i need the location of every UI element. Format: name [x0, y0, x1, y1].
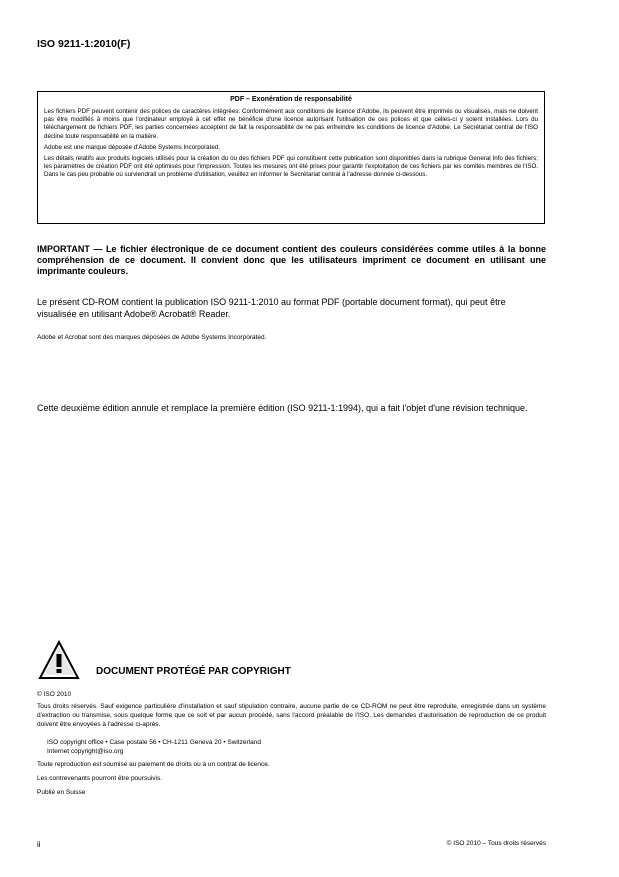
document-id: ISO 9211-1:2010(F) — [37, 38, 131, 50]
iso-address — [47, 738, 261, 756]
copyright-title: DOCUMENT PROTÉGÉ PAR COPYRIGHT — [96, 666, 291, 677]
adobe-trademark-note: Adobe et Acrobat sont des marques déposées de Adobe Systems Incorporated. — [37, 334, 267, 341]
warning-triangle-icon — [38, 640, 80, 680]
copyright-iso-year: © ISO 2010 — [37, 691, 72, 698]
important-notice: IMPORTANT — Le fichier électronique de ce document contient des couleurs considérées comme utiles à la bonne compréhension de ce document. Il convient donc que les utilisateurs impriment ce document en utilisant une imprimante couleurs. — [37, 244, 546, 276]
disclaimer-paragraph-1: Les fichiers PDF peuvent contenir des polices de caractères intégrées. Conformément aux conditions de licence d'Adobe, ils peuvent être imprimés ou visualisés, mais ne doivent pas être modifiés à moins que l'ordinateur employé à cet effet ne bénéficie d'une licence autorisant l'utilisation de ces polices et que celles-ci y soient installées. Lors du téléchargement de fichiers PDF, les parties concernées acceptent de fait la responsabilité de ne pas enfreindre les conditions de licence d'Adobe. Le Secrétariat central de l'ISO décline toute responsabilité en la matière. — [44, 108, 538, 140]
disclaimer-title: PDF – Exonération de responsabilité — [230, 96, 352, 103]
pdf-disclaimer-box — [37, 91, 545, 224]
footer-copyright: © ISO 2010 – Tous droits réservés — [446, 840, 546, 847]
disclaimer-paragraph-2: Adobe est une marque déposée d'Adobe Systems Incorporated. — [44, 143, 220, 151]
address-line-2: Internet copyright@iso.org — [47, 748, 124, 755]
published-note: Publié en Suisse — [37, 789, 86, 796]
offenders-note: Les contrevenants pourront être poursuivis. — [37, 775, 163, 782]
copyright-notes — [37, 760, 270, 802]
disclaimer-paragraph-3: Les détails relatifs aux produits logiciels utilisés pour la création du ou des fichiers PDF qui constituent cette publication sont disponibles dans la rubrique General Info des fichiers; les paramètres de création PDF ont été optimisés pour l'impression. Toutes les mesures ont été prises pour garantir l'exploitation de ces fichiers par les comités membres de l'ISO. Dans le cas peu probable où surviendrait un problème d'utilisation, veuillez en informer le Secrétariat central à l'adresse donnée ci-dessous. — [44, 155, 538, 179]
page-number: ii — [37, 840, 41, 849]
copyright-rights-paragraph: Tous droits réservés. Sauf exigence particulière d'installation et sauf stipulation contraire, aucune partie de ce CD-ROM ne peut être reproduite, enregistrée dans un système d'extraction ou transmise, sous quelque forme que ce soit et par aucun procédé, sans l'accord préalable de l'ISO. Les demandes d'autorisation de reproduction de ce produit doivent être envoyées à l'adresse ci-après. — [37, 703, 546, 728]
edition-paragraph: Cette deuxième édition annule et remplace la première édition (ISO 9211-1:1994), qui a fait l'objet d'une révision technique. — [37, 403, 528, 413]
cdrom-paragraph: Le présent CD-ROM contient la publication ISO 9211-1:2010 au format PDF (portable document format), qui peut être visualisée en utilisant Adobe® Acrobat® Reader. — [37, 297, 506, 319]
reproduction-note: Toute reproduction est soumise au paiement de droits ou à un contrat de licence. — [37, 761, 270, 768]
address-line-1: ISO copyright office • Case postale 56 • CH-1211 Geneva 20 • Switzerland — [47, 739, 261, 746]
